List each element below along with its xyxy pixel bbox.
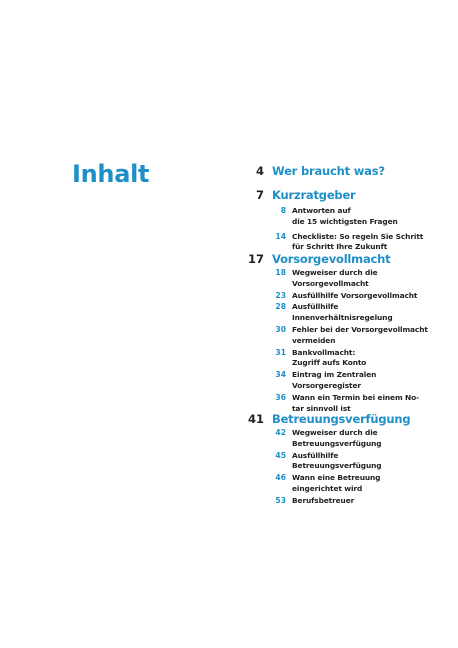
toc-section[interactable]: [236, 164, 446, 180]
toc-entry[interactable]: [236, 428, 446, 450]
toc-entry-page: 34: [275, 370, 286, 380]
toc-entry[interactable]: [236, 348, 446, 370]
toc-entry-title: Wegweiser durch die Betreuungsverfügung: [292, 428, 382, 448]
page-title: Inhalt: [72, 160, 150, 188]
toc-section-title[interactable]: Vorsorgevollmacht: [272, 252, 391, 266]
toc-section-page: 7: [255, 188, 264, 202]
toc-entry[interactable]: [236, 451, 446, 473]
toc-section-title[interactable]: Wer braucht was?: [272, 164, 385, 178]
toc-section[interactable]: [236, 188, 446, 253]
toc-section-page: 41: [247, 412, 264, 426]
toc-entry-page: 31: [275, 347, 286, 357]
toc-entry-page: 23: [275, 290, 286, 300]
toc-entry[interactable]: [236, 268, 446, 290]
toc-entry[interactable]: [236, 496, 446, 507]
toc-entry-title: Fehler bei der Vorsorgevollmacht vermeiden: [292, 324, 428, 345]
toc-entry-title: Ausfüllhilfe Betreuungsverfügung: [292, 450, 382, 471]
toc-entry[interactable]: [236, 473, 446, 495]
toc-entry-page: 53: [275, 495, 286, 505]
toc-entry-page: 42: [275, 428, 286, 437]
toc-entry-title: Antworten auf die 15 wichtigsten Fragen: [292, 206, 398, 226]
toc-entry[interactable]: [236, 206, 446, 228]
toc-entry-title: Ausfüllhilfe Vorsorgevollmacht: [292, 290, 418, 300]
toc-section-title[interactable]: Kurzratgeber: [272, 188, 356, 202]
toc-entry-page: 14: [275, 231, 286, 241]
toc-entry-page: 30: [275, 324, 286, 334]
toc-entry[interactable]: [236, 325, 446, 347]
toc-entry-page: 46: [275, 473, 286, 483]
toc-entry-title: Wegweiser durch die Vorsorgevollmacht: [292, 268, 378, 288]
toc-section[interactable]: [236, 252, 446, 414]
toc-entry-title: Ausfüllhilfe Innenverhältnisregelung: [292, 302, 393, 323]
toc-entry[interactable]: [236, 232, 446, 254]
toc-entry-title: Eintrag im Zentralen Vorsorgeregister: [292, 370, 377, 390]
toc-entry-title: Wann eine Betreuung eingerichtet wird: [292, 473, 381, 493]
toc-entry[interactable]: [236, 291, 446, 302]
toc-section[interactable]: [236, 412, 446, 507]
toc-section-title[interactable]: Betreuungsverfügung: [272, 412, 411, 426]
toc-entry-title: Wann ein Termin bei einem No- tar sinnvoll ist: [292, 392, 420, 413]
toc-entry-page: 28: [275, 302, 286, 312]
toc-entry-title: Berufsbetreuer: [292, 495, 355, 505]
toc-entry-page: 18: [275, 268, 286, 277]
toc-section-page: 4: [255, 164, 264, 178]
toc-entry-title: Checkliste: So regeln Sie Schritt für Schritt Ihre Zukunft: [292, 231, 424, 252]
toc-entry[interactable]: [236, 370, 446, 392]
toc-entry-title: Bankvollmacht: Zugriff aufs Konto: [292, 347, 367, 368]
toc-entry-page: 45: [275, 450, 286, 460]
toc-entry-page: 36: [275, 392, 286, 402]
toc-entry-page: 8: [280, 206, 286, 215]
toc-entry[interactable]: [236, 302, 446, 324]
toc-section-page: 17: [247, 252, 264, 266]
